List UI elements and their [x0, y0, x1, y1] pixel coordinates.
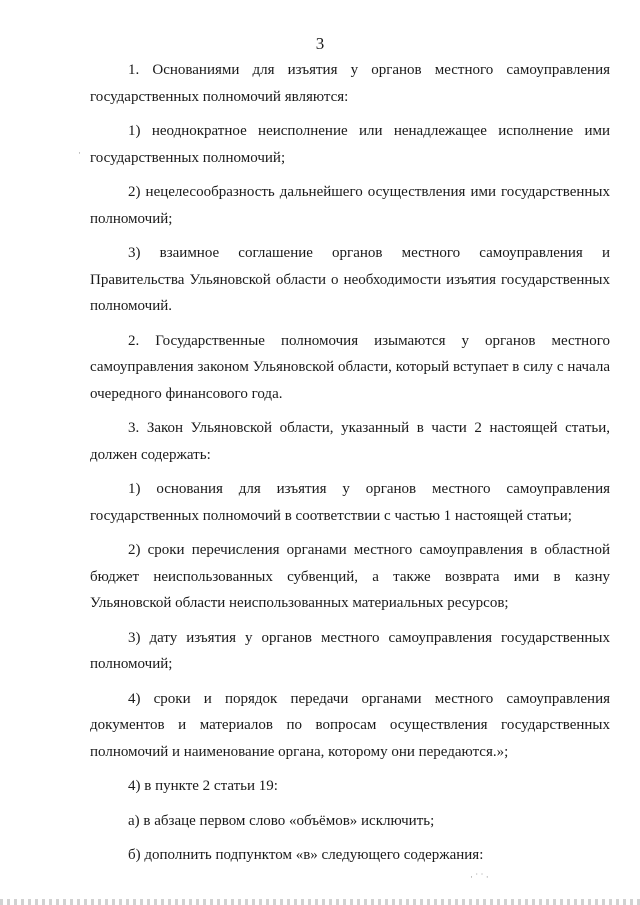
- paragraph-13: б) дополнить подпунктом «в» следующего содержания:: [128, 847, 484, 863]
- scan-speck: · ˙ ˙ ·: [470, 872, 489, 882]
- paragraph-5: 2. Государственные полномочия изымаются у органов местного самоуправления законом Ульяновской области, который вступает в силу с начала очередного финансового года.: [90, 332, 610, 402]
- page-number: 3: [315, 34, 325, 53]
- paragraph-12: а) в абзаце первом слово «объёмов» исключить;: [128, 812, 435, 829]
- document-body: [90, 57, 610, 877]
- paragraph-8: 2) сроки перечисления органами местного самоуправления в областной бюджет неиспользованных субвенций, а также возврата ими в казну Ульяновской области неиспользованных материальных ресурсов;: [90, 542, 610, 611]
- paragraph-1: 1. Основаниями для изъятия у органов местного самоуправления государственных полномочий являются:: [90, 62, 610, 105]
- paragraph-10: 4) сроки и порядок передачи органами местного самоуправления документов и материалов по вопросам осуществления государственных полномочий и наименование органа, которому они передаются.»;: [90, 690, 610, 760]
- paragraph-4: 3) взаимное соглашение органов местного самоуправления и Правительства Ульяновской области о необходимости изъятия государственных полномочий.: [90, 245, 610, 314]
- paragraph-2: 1) неоднократное неисполнение или ненадлежащее исполнение ими государственных полномочий;: [90, 123, 610, 166]
- paragraph-9: 3) дату изъятия у органов местного самоуправления государственных полномочий;: [90, 629, 610, 672]
- paragraph-3: 2) нецелесообразность дальнейшего осуществления ими государственных полномочий;: [90, 184, 610, 227]
- paragraph-11: 4) в пункте 2 статьи 19:: [128, 778, 278, 794]
- paragraph-7: 1) основания для изъятия у органов местного самоуправления государственных полномочий в соответствии с частью 1 настоящей статьи;: [90, 481, 610, 524]
- scan-speck: ·: [78, 148, 81, 158]
- paragraph-6: 3. Закон Ульяновской области, указанный в части 2 настоящей статьи, должен содержать:: [90, 420, 610, 463]
- scan-edge: [0, 899, 640, 905]
